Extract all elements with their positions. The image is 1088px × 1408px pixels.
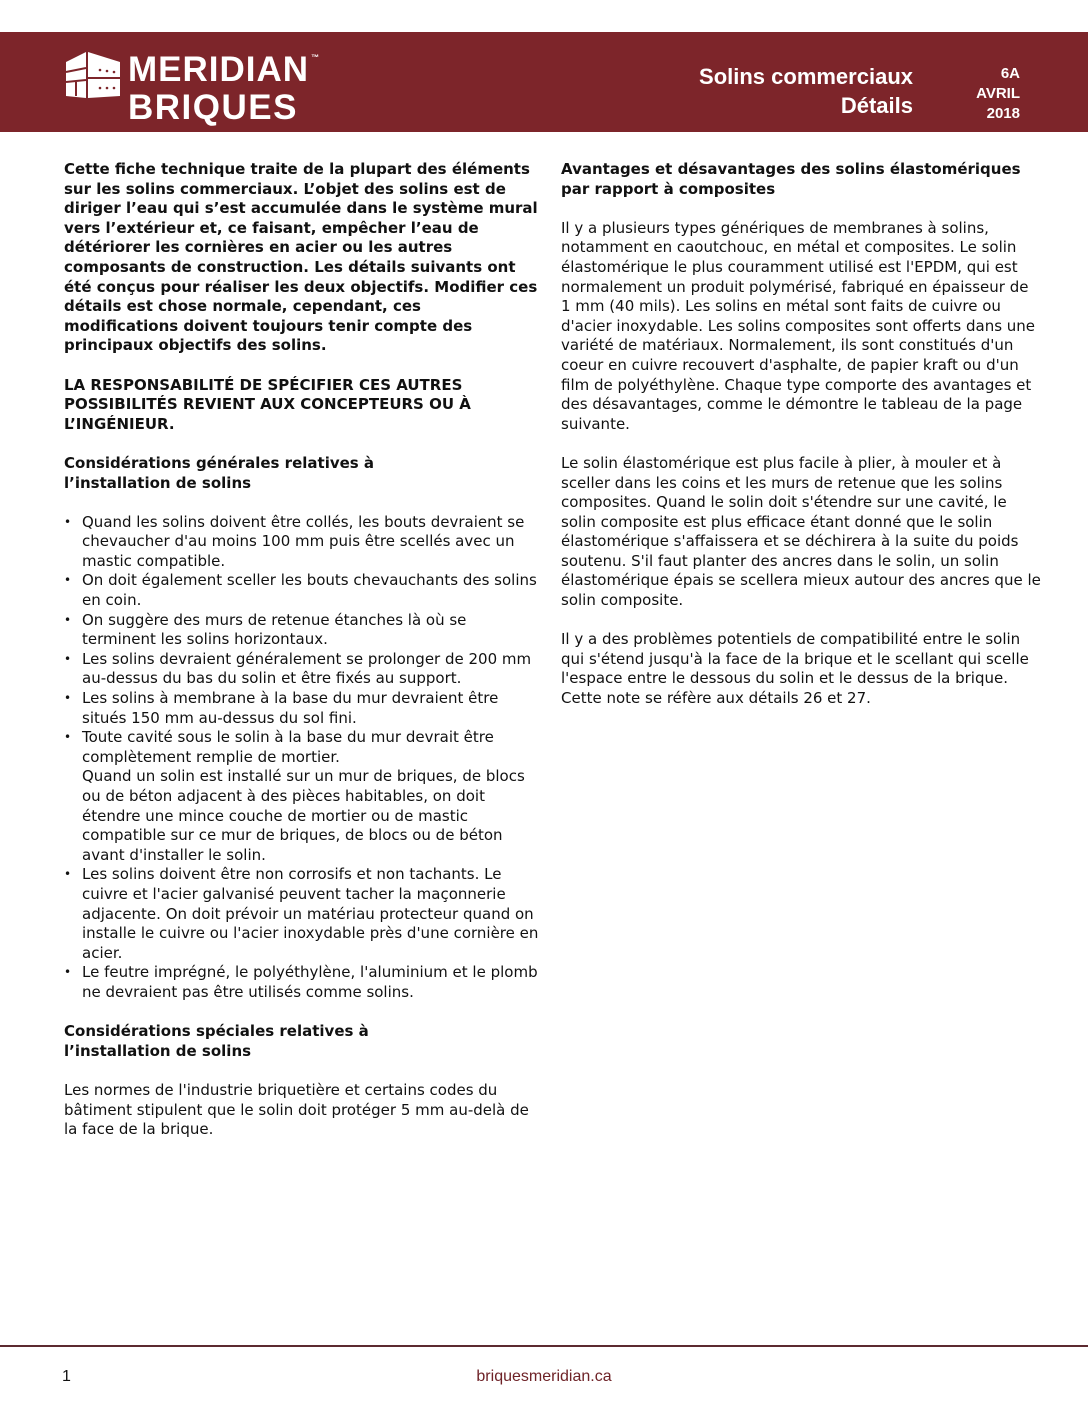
trademark-symbol: ™ [311, 53, 320, 62]
list-item-text: On suggère des murs de retenue étanches là où se terminent les solins horizontaux. [82, 610, 467, 649]
website-link[interactable]: briquesmeridian.ca [476, 1368, 612, 1385]
meridian-logo [64, 46, 364, 126]
doc-month: AVRIL [976, 85, 1020, 102]
list-item-text: Les solins doivent être non corrosifs et non tachants. Le cuivre et l'acier galvanisé peuvent tacher la maçonnerie adjacente. On doit prévoir un matériau protecteur quand on installe le cuivre ou l'acier inoxydable près d'une cornière en acier. [82, 865, 539, 962]
heading-line: par rapport à composites [561, 179, 776, 198]
footer-divider [0, 1345, 1088, 1347]
document-meta [930, 64, 1020, 124]
list-item [64, 963, 540, 1002]
list-item-continuation: Quand un solin est installé sur un mur de briques, de blocs ou de béton adjacent à des pièces habitables, on doit étendre une mince couche de mortier ou de mastic compatible sur ce mur de briques, de blocs ou de béton avant d'installer le solin. [82, 767, 525, 864]
heading-line: Considérations spéciales relatives à [64, 1022, 369, 1041]
header-band [0, 32, 1088, 132]
bullet-icon: • [64, 691, 72, 706]
heading-line: l’installation de solins [64, 1041, 252, 1060]
list-item [64, 728, 540, 865]
building-blocks-icon [64, 48, 122, 100]
list-item-text: Toute cavité sous le solin à la base du mur devrait être complètement remplie de mortier. [82, 728, 494, 766]
right-column [561, 160, 1041, 728]
list-item [64, 689, 540, 728]
bullet-icon: • [64, 651, 72, 666]
bullet-icon: • [64, 612, 72, 627]
list-item-text: Les solins devraient généralement se prolonger de 200 mm au-dessus du bas du solin et être fixés au support. [82, 649, 532, 688]
list-item-text: Quand les solins doivent être collés, les bouts devraient se chevaucher d'au moins 100 mm puis être scellés avec un mastic compatible. [82, 512, 525, 570]
page-number: 1 [62, 1368, 71, 1385]
general-considerations-heading [64, 454, 540, 493]
elastomeric-paragraph: Le solin élastomérique est plus facile à plier, à mouler et à sceller dans les coins et les murs de retenue que les solins composites. Quand le solin doit s'étendre sur une cavité, le solin composite est plus efficace étant donné que le solin élastomérique s'affaissera et se déchirera à la suite du poids soutenu. S'il faut planter des ancres dans le solin, un solin élastomérique épais se scellera mieux autour des ancres que le solin composite. [561, 453, 1041, 610]
comparison-heading [561, 160, 1041, 199]
list-item [64, 611, 540, 650]
list-item-text: Le feutre imprégné, le polyéthylène, l'aluminium et le plomb ne devraient pas être utilisés comme solins. [82, 963, 538, 1001]
title-line-1: Solins commerciaux [699, 64, 913, 89]
bullet-icon: • [64, 573, 72, 588]
logo-line-1 [128, 52, 319, 87]
list-item-text: On doit également sceller les bouts chevauchants des solins en coin. [82, 571, 537, 610]
list-item-text: Les solins à membrane à la base du mur devraient être situés 150 mm au-dessus du sol fini. [82, 689, 499, 727]
heading-line: Avantages et désavantages des solins élastomériques [561, 160, 1021, 178]
membrane-types-paragraph: Il y a plusieurs types génériques de membranes à solins, notamment en caoutchouc, en métal et composites. Le solin élastomérique le plus couramment utilisé est l'EPDM, qui est normalement un produit polymérisé, fabriqué en épaisseur de 1 mm (40 mils). Les solins en métal sont faits de cuivre ou d'acier inoxydable. Les solins composites sont offerts dans une variété de matériaux. Normalement, ils sont constitués d'un coeur en cuivre recouvert d'asphalte, de papier kraft ou d'un film de polyéthylène. Chaque type comporte des avantages et des désavantages, comme le démontre le tableau de la page suivante. [561, 218, 1036, 433]
logo-text-meridian: MERIDIAN [128, 50, 310, 89]
heading-line: l’installation de solins [64, 473, 252, 492]
list-item [64, 571, 540, 610]
list-item [64, 513, 540, 572]
bullet-icon: • [64, 867, 72, 882]
document-title [699, 62, 913, 120]
bullet-icon: • [64, 965, 72, 980]
special-considerations-heading [64, 1022, 540, 1061]
general-considerations-list [64, 513, 540, 1003]
list-item [64, 650, 540, 689]
heading-line: Considérations générales relatives à [64, 453, 375, 472]
responsibility-warning: LA RESPONSABILITÉ DE SPÉCIFIER CES AUTRES POSSIBILITÉS REVIENT AUX CONCEPTEURS OU À L’INGÉNIEUR. [64, 375, 471, 433]
intro-paragraph: Cette fiche technique traite de la plupart des éléments sur les solins commerciaux. L’objet des solins est de diriger l’eau qui s’est accumulée dans le système mural vers l’extérieur et, ce faisant, empêcher l’eau de détériorer les cornières en acier ou les autres composants de construction. Les détails suivants ont été conçus pour réaliser les deux objectifs. Modifier ces détails est chose normale, cependant, ces modifications doivent toujours tenir compte des principaux objectifs des solins. [64, 160, 538, 355]
logo-text-briques: BRIQUES [128, 88, 298, 127]
special-considerations-text: Les normes de l'industrie briquetière et certains codes du bâtiment stipulent que le solin doit protéger 5 mm au-delà de la face de la brique. [64, 1080, 529, 1139]
compatibility-paragraph: Il y a des problèmes potentiels de compatibilité entre le solin qui s'étend jusqu'à la face de la brique et le scellant qui scelle l'espace entre le dessous du solin et le dessus de la brique. Cette note se réfère aux détails 26 et 27. [561, 630, 1029, 708]
title-line-2: Détails [840, 93, 913, 118]
doc-code: 6A [1000, 65, 1020, 82]
bullet-icon: • [64, 730, 72, 745]
left-column [64, 160, 540, 1159]
bullet-icon: • [64, 514, 72, 529]
list-item [64, 865, 540, 963]
doc-year: 2018 [986, 105, 1020, 122]
